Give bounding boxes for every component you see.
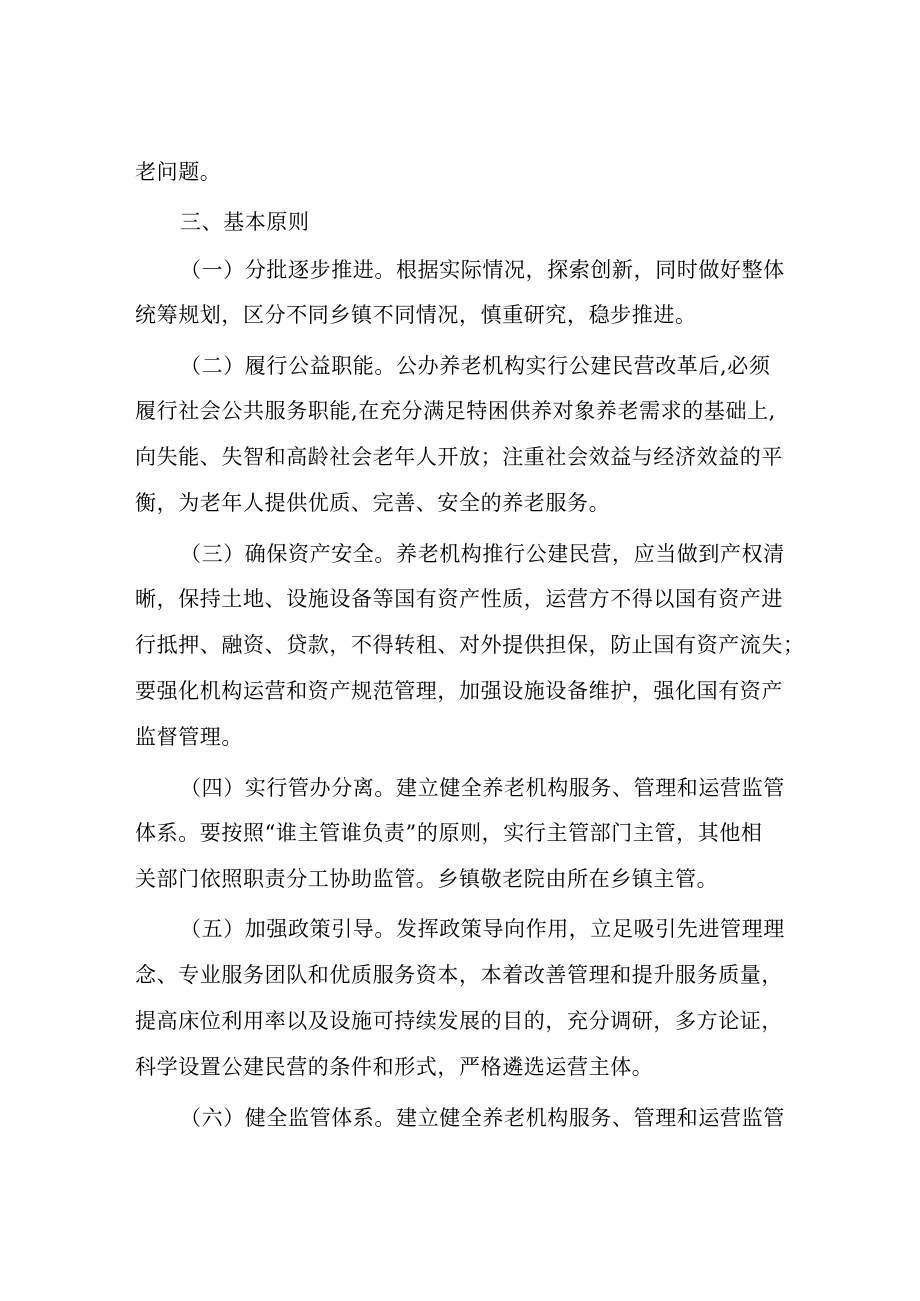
principle-3-line-4: 要强化机构运营和资产规范管理，加强设施设备维护，强化国有资产 — [135, 679, 783, 703]
principle-5-line-2: 念、专业服务团队和优质服务资本，本着改善管理和提升服务质量， — [135, 963, 783, 987]
principle-3-line-5: 监督管理。 — [135, 725, 243, 749]
text-line-continuation: 老问题。 — [135, 160, 222, 184]
principle-5-line-4: 科学设置公建民营的条件和形式，严格遴选运营主体。 — [135, 1055, 654, 1079]
principle-2-line-4: 衡，为老年人提供优质、完善、安全的养老服务。 — [135, 491, 611, 515]
principle-1-line-1: （一）分批逐步推进。根据实际情况，探索创新，同时做好整体 — [180, 258, 785, 282]
principle-1-line-2: 统筹规划，区分不同乡镇不同情况，慎重研究，稳步推进。 — [135, 303, 697, 327]
principle-3-line-2: 晰，保持土地、设施设备等国有资产性质，运营方不得以国有资产进 — [135, 587, 783, 611]
principle-5-line-1: （五）加强政策引导。发挥政策导向作用，立足吸引先进管理理 — [180, 917, 785, 941]
principle-2-line-3: 向失能、失智和高龄社会老年人开放；注重社会效益与经济效益的平 — [135, 445, 783, 469]
principle-6-line-1: （六）健全监管体系。建立健全养老机构服务、管理和运营监管 — [180, 1106, 785, 1130]
principle-4-line-3: 关部门依照职责分工协助监管。乡镇敬老院由所在乡镇主管。 — [135, 867, 719, 891]
section-heading: 三、基本原则 — [180, 210, 310, 234]
principle-3-line-3: 行抵押、融资、贷款，不得转租、对外提供担保，防止国有资产流失； — [135, 633, 805, 657]
principle-2-line-1: （二）履行公益职能。公办养老机构实行公建民营改革后,必须 — [180, 354, 771, 378]
principle-4-line-1: （四）实行管办分离。建立健全养老机构服务、管理和运营监管 — [180, 776, 785, 800]
principle-4-line-2: 体系。要按照“谁主管谁负责”的原则，实行主管部门主管，其他相 — [135, 821, 763, 845]
principle-3-line-1: （三）确保资产安全。养老机构推行公建民营，应当做到产权清 — [180, 542, 785, 566]
principle-2-line-2: 履行社会公共服务职能,在充分满足特困供养对象养老需求的基础上, — [135, 399, 776, 423]
principle-5-line-3: 提高床位利用率以及设施可持续发展的目的，充分调研，多方论证， — [135, 1009, 783, 1033]
